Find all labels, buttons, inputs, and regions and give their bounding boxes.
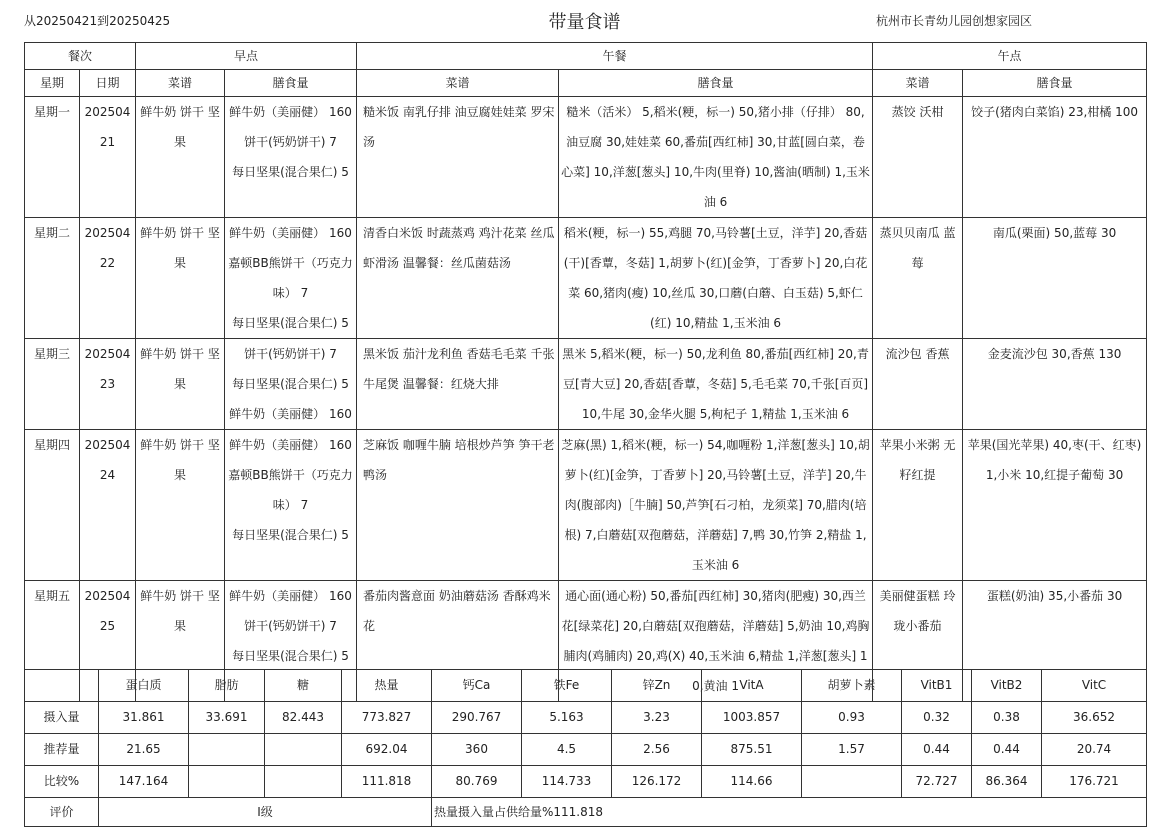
- breakfast-recipe-cell: 鲜牛奶 饼干 坚果: [136, 218, 225, 339]
- menu-table: [24, 42, 1147, 702]
- recommended-row-value: 2.56: [612, 734, 702, 766]
- intake-row-value: 82.443: [265, 702, 342, 734]
- breakfast-item: 每日坚果(混合果仁) 5: [232, 377, 349, 391]
- page-header: [0, 0, 1169, 42]
- breakfast-amount-cell: [225, 430, 357, 581]
- nutrient-header: VitA: [702, 670, 802, 702]
- nutrient-header: 钙Ca: [432, 670, 522, 702]
- compare-row-value: 72.727: [902, 766, 972, 798]
- recommended-row: [25, 734, 1147, 766]
- day-row: [25, 339, 1147, 430]
- weekday-cell: 星期三: [25, 339, 80, 430]
- breakfast-item: 嘉顿BB熊饼干（巧克力味） 7: [228, 256, 353, 300]
- nutrient-header: 蛋白质: [99, 670, 189, 702]
- breakfast-recipe-cell: 鲜牛奶 饼干 坚果: [136, 430, 225, 581]
- intake-row-value: 3.23: [612, 702, 702, 734]
- meal-header: 餐次: [25, 43, 136, 70]
- compare-row-value: [189, 766, 265, 798]
- weekday-cell: 星期五: [25, 581, 80, 702]
- recommended-row-value: 1.57: [802, 734, 902, 766]
- intake-row-value: 0.93: [802, 702, 902, 734]
- breakfast-recipe-cell: 鲜牛奶 饼干 坚果: [136, 97, 225, 218]
- intake-row-label: 摄入量: [25, 702, 99, 734]
- lunch-recipe-cell: 芝麻饭 咖喱牛腩 培根炒芦笋 笋干老鸭汤: [357, 430, 559, 581]
- breakfast-item: 饼干(钙奶饼干) 7: [244, 347, 337, 361]
- breakfast-recipe-header: 菜谱: [136, 70, 225, 97]
- day-row: [25, 430, 1147, 581]
- lunch-amount-cell: 芝麻(黑) 1,稻米(粳，标一) 54,咖喱粉 1,洋葱[葱头] 10,胡萝卜(红)[金笋，丁香萝卜] 20,马铃薯[土豆，洋芋] 20,牛肉(腹部肉)［牛腩] 50,芦笋[石刁柏，龙须菜] 70,腊肉(培根) 7,白蘑菇[双孢蘑菇，洋蘑菇] 7,鸭 30,竹笋 2,精盐 1,玉米油 6: [559, 430, 873, 581]
- blank-cell: [25, 670, 99, 702]
- date-cell: 20250421: [80, 97, 136, 218]
- breakfast-amount-header: 膳食量: [225, 70, 357, 97]
- day-row: [25, 218, 1147, 339]
- column-header-row: [25, 70, 1147, 97]
- nutrient-header: 胡萝卜素: [802, 670, 902, 702]
- nutrient-header: VitB2: [972, 670, 1042, 702]
- snack-amount-cell: 饺子(猪肉白菜馅) 23,柑橘 100: [963, 97, 1147, 218]
- breakfast-item: 每日坚果(混合果仁) 5: [232, 165, 349, 179]
- nutrient-header: 糖: [265, 670, 342, 702]
- date-cell: 20250422: [80, 218, 136, 339]
- weekday-header: 星期: [25, 70, 80, 97]
- lunch-recipe-cell: 清香白米饭 时蔬蒸鸡 鸡汁花菜 丝瓜虾滑汤 温馨餐：丝瓜菌菇汤: [357, 218, 559, 339]
- breakfast-item: 鲜牛奶（美丽健） 160: [229, 226, 352, 240]
- grade-value: I级: [99, 798, 432, 827]
- intake-row-value: 1003.857: [702, 702, 802, 734]
- lunch-header: 午餐: [357, 43, 873, 70]
- recommended-row-value: 0.44: [972, 734, 1042, 766]
- compare-row-value: 176.721: [1042, 766, 1147, 798]
- nutrition-table: [24, 669, 1147, 827]
- evaluation-row: [25, 798, 1147, 827]
- breakfast-amount-cell: [225, 97, 357, 218]
- intake-row-value: 773.827: [342, 702, 432, 734]
- lunch-recipe-cell: 黑米饭 茄汁龙利鱼 香菇毛毛菜 千张牛尾煲 温馨餐：红烧大排: [357, 339, 559, 430]
- weekday-cell: 星期四: [25, 430, 80, 581]
- snack-amount-cell: 南瓜(栗面) 50,蓝莓 30: [963, 218, 1147, 339]
- recommended-row-value: 21.65: [99, 734, 189, 766]
- lunch-amount-header: 膳食量: [559, 70, 873, 97]
- meal-header-row: [25, 43, 1147, 70]
- recommended-row-value: 4.5: [522, 734, 612, 766]
- snack-recipe-header: 菜谱: [873, 70, 963, 97]
- breakfast-item: 鲜牛奶（美丽健） 160: [229, 407, 352, 421]
- evaluation-label: 评价: [25, 798, 99, 827]
- date-cell: 20250423: [80, 339, 136, 430]
- intake-row-value: 5.163: [522, 702, 612, 734]
- breakfast-amount-cell: [225, 339, 357, 430]
- breakfast-item: 嘉顿BB熊饼干（巧克力味） 7: [228, 468, 353, 512]
- compare-row: [25, 766, 1147, 798]
- lunch-amount-cell: 稻米(粳，标一) 55,鸡腿 70,马铃薯[土豆，洋芋] 20,香菇(干)[香蕈，冬菇] 1,胡萝卜(红)[金笋，丁香萝卜] 20,白花菜 60,猪肉(瘦) 10,丝瓜 30,口蘑(白蘑、白玉菇) 5,虾仁(红) 10,精盐 1,玉米油 6: [559, 218, 873, 339]
- snack-amount-cell: 金麦流沙包 30,香蕉 130: [963, 339, 1147, 430]
- breakfast-header: 早点: [136, 43, 357, 70]
- breakfast-item: 鲜牛奶（美丽健） 160: [229, 105, 352, 119]
- nutrient-header: VitB1: [902, 670, 972, 702]
- energy-note: 热量摄入量占供给量%111.818: [432, 798, 1147, 827]
- compare-row-value: 147.164: [99, 766, 189, 798]
- intake-row-value: 31.861: [99, 702, 189, 734]
- breakfast-recipe-cell: 鲜牛奶 饼干 坚果: [136, 581, 225, 702]
- recommended-row-label: 推荐量: [25, 734, 99, 766]
- breakfast-item: 饼干(钙奶饼干) 7: [244, 135, 337, 149]
- breakfast-item: 鲜牛奶（美丽健） 160: [229, 589, 352, 603]
- recommended-row-value: 360: [432, 734, 522, 766]
- school-name: 杭州市长青幼儿园创想家园区: [876, 14, 1033, 28]
- nutrient-header: 脂肪: [189, 670, 265, 702]
- breakfast-item: 饼干(钙奶饼干) 7: [244, 619, 337, 633]
- lunch-recipe-header: 菜谱: [357, 70, 559, 97]
- lunch-amount-cell: 糙米（活米） 5,稻米(粳，标一) 50,猪小排（仔排） 80,油豆腐 30,娃娃菜 60,番茄[西红柿] 30,甘蓝[圆白菜，卷心菜] 10,洋葱[葱头] 10,牛肉(里脊) 10,酱油(晒制) 1,玉米油 6: [559, 97, 873, 218]
- lunch-amount-cell: 黑米 5,稻米(粳，标一) 50,龙利鱼 80,番茄[西红柿] 20,青豆[青大豆] 20,香菇[香蕈，冬菇] 5,毛毛菜 70,千张[百页] 10,牛尾 30,金华火腿 5,枸杞子 1,精盐 1,玉米油 6: [559, 339, 873, 430]
- recommended-row-value: 692.04: [342, 734, 432, 766]
- breakfast-item: 每日坚果(混合果仁) 5: [232, 316, 349, 330]
- snack-recipe-cell: 蒸饺 沃柑: [873, 97, 963, 218]
- nutrient-header-row: [25, 670, 1147, 702]
- compare-row-value: 114.733: [522, 766, 612, 798]
- compare-row-value: 111.818: [342, 766, 432, 798]
- compare-row-value: 126.172: [612, 766, 702, 798]
- recommended-row-value: 20.74: [1042, 734, 1147, 766]
- intake-row-value: 0.32: [902, 702, 972, 734]
- intake-row-value: 290.767: [432, 702, 522, 734]
- lunch-recipe-cell: 番茄肉酱意面 奶油蘑菇汤 香酥鸡米花: [357, 581, 559, 702]
- weekday-cell: 星期一: [25, 97, 80, 218]
- date-range: 从20250421到20250425: [24, 14, 171, 28]
- date-header: 日期: [80, 70, 136, 97]
- snack-amount-header: 膳食量: [963, 70, 1147, 97]
- compare-row-label: 比较%: [25, 766, 99, 798]
- intake-row-value: 36.652: [1042, 702, 1147, 734]
- date-cell: 20250425: [80, 581, 136, 702]
- nutrient-header: 锌Zn: [612, 670, 702, 702]
- compare-row-value: 86.364: [972, 766, 1042, 798]
- nutrient-header: 铁Fe: [522, 670, 612, 702]
- breakfast-item: 每日坚果(混合果仁) 5: [232, 528, 349, 542]
- date-cell: 20250424: [80, 430, 136, 581]
- breakfast-amount-cell: [225, 218, 357, 339]
- snack-recipe-cell: 蒸贝贝南瓜 蓝莓: [873, 218, 963, 339]
- recommended-row-value: [265, 734, 342, 766]
- breakfast-recipe-cell: 鲜牛奶 饼干 坚果: [136, 339, 225, 430]
- recommended-row-value: 875.51: [702, 734, 802, 766]
- day-row: [25, 97, 1147, 218]
- compare-row-value: [802, 766, 902, 798]
- page-title: 带量食谱: [548, 12, 621, 33]
- breakfast-item: 鲜牛奶（美丽健） 160: [229, 438, 352, 452]
- compare-row-value: 80.769: [432, 766, 522, 798]
- intake-row-value: 33.691: [189, 702, 265, 734]
- lunch-amount-cell: 通心面(通心粉) 50,番茄[西红柿] 30,猪肉(肥瘦) 30,西兰花[绿菜花] 20,白蘑菇[双孢蘑菇，洋蘑菇] 5,奶油 10,鸡胸脯肉(鸡脯肉) 20,鸡(X) 40,玉米油 6,精盐 1,洋葱[葱头] 10,黄油 1: [559, 581, 873, 702]
- snack-recipe-cell: 流沙包 香蕉: [873, 339, 963, 430]
- intake-row-value: 0.38: [972, 702, 1042, 734]
- recommended-row-value: [189, 734, 265, 766]
- snack-header: 午点: [873, 43, 1147, 70]
- nutrient-header: 热量: [342, 670, 432, 702]
- snack-recipe-cell: 美丽健蛋糕 玲珑小番茄: [873, 581, 963, 702]
- compare-row-value: [265, 766, 342, 798]
- nutrient-header: VitC: [1042, 670, 1147, 702]
- compare-row-value: 114.66: [702, 766, 802, 798]
- snack-recipe-cell: 苹果小米粥 无籽红提: [873, 430, 963, 581]
- lunch-recipe-cell: 糙米饭 南乳仔排 油豆腐娃娃菜 罗宋汤: [357, 97, 559, 218]
- breakfast-item: 每日坚果(混合果仁) 5: [232, 649, 349, 663]
- snack-amount-cell: 蛋糕(奶油) 35,小番茄 30: [963, 581, 1147, 702]
- intake-row: [25, 702, 1147, 734]
- recommended-row-value: 0.44: [902, 734, 972, 766]
- snack-amount-cell: 苹果(国光苹果) 40,枣(干、红枣) 1,小米 10,红提子葡萄 30: [963, 430, 1147, 581]
- weekday-cell: 星期二: [25, 218, 80, 339]
